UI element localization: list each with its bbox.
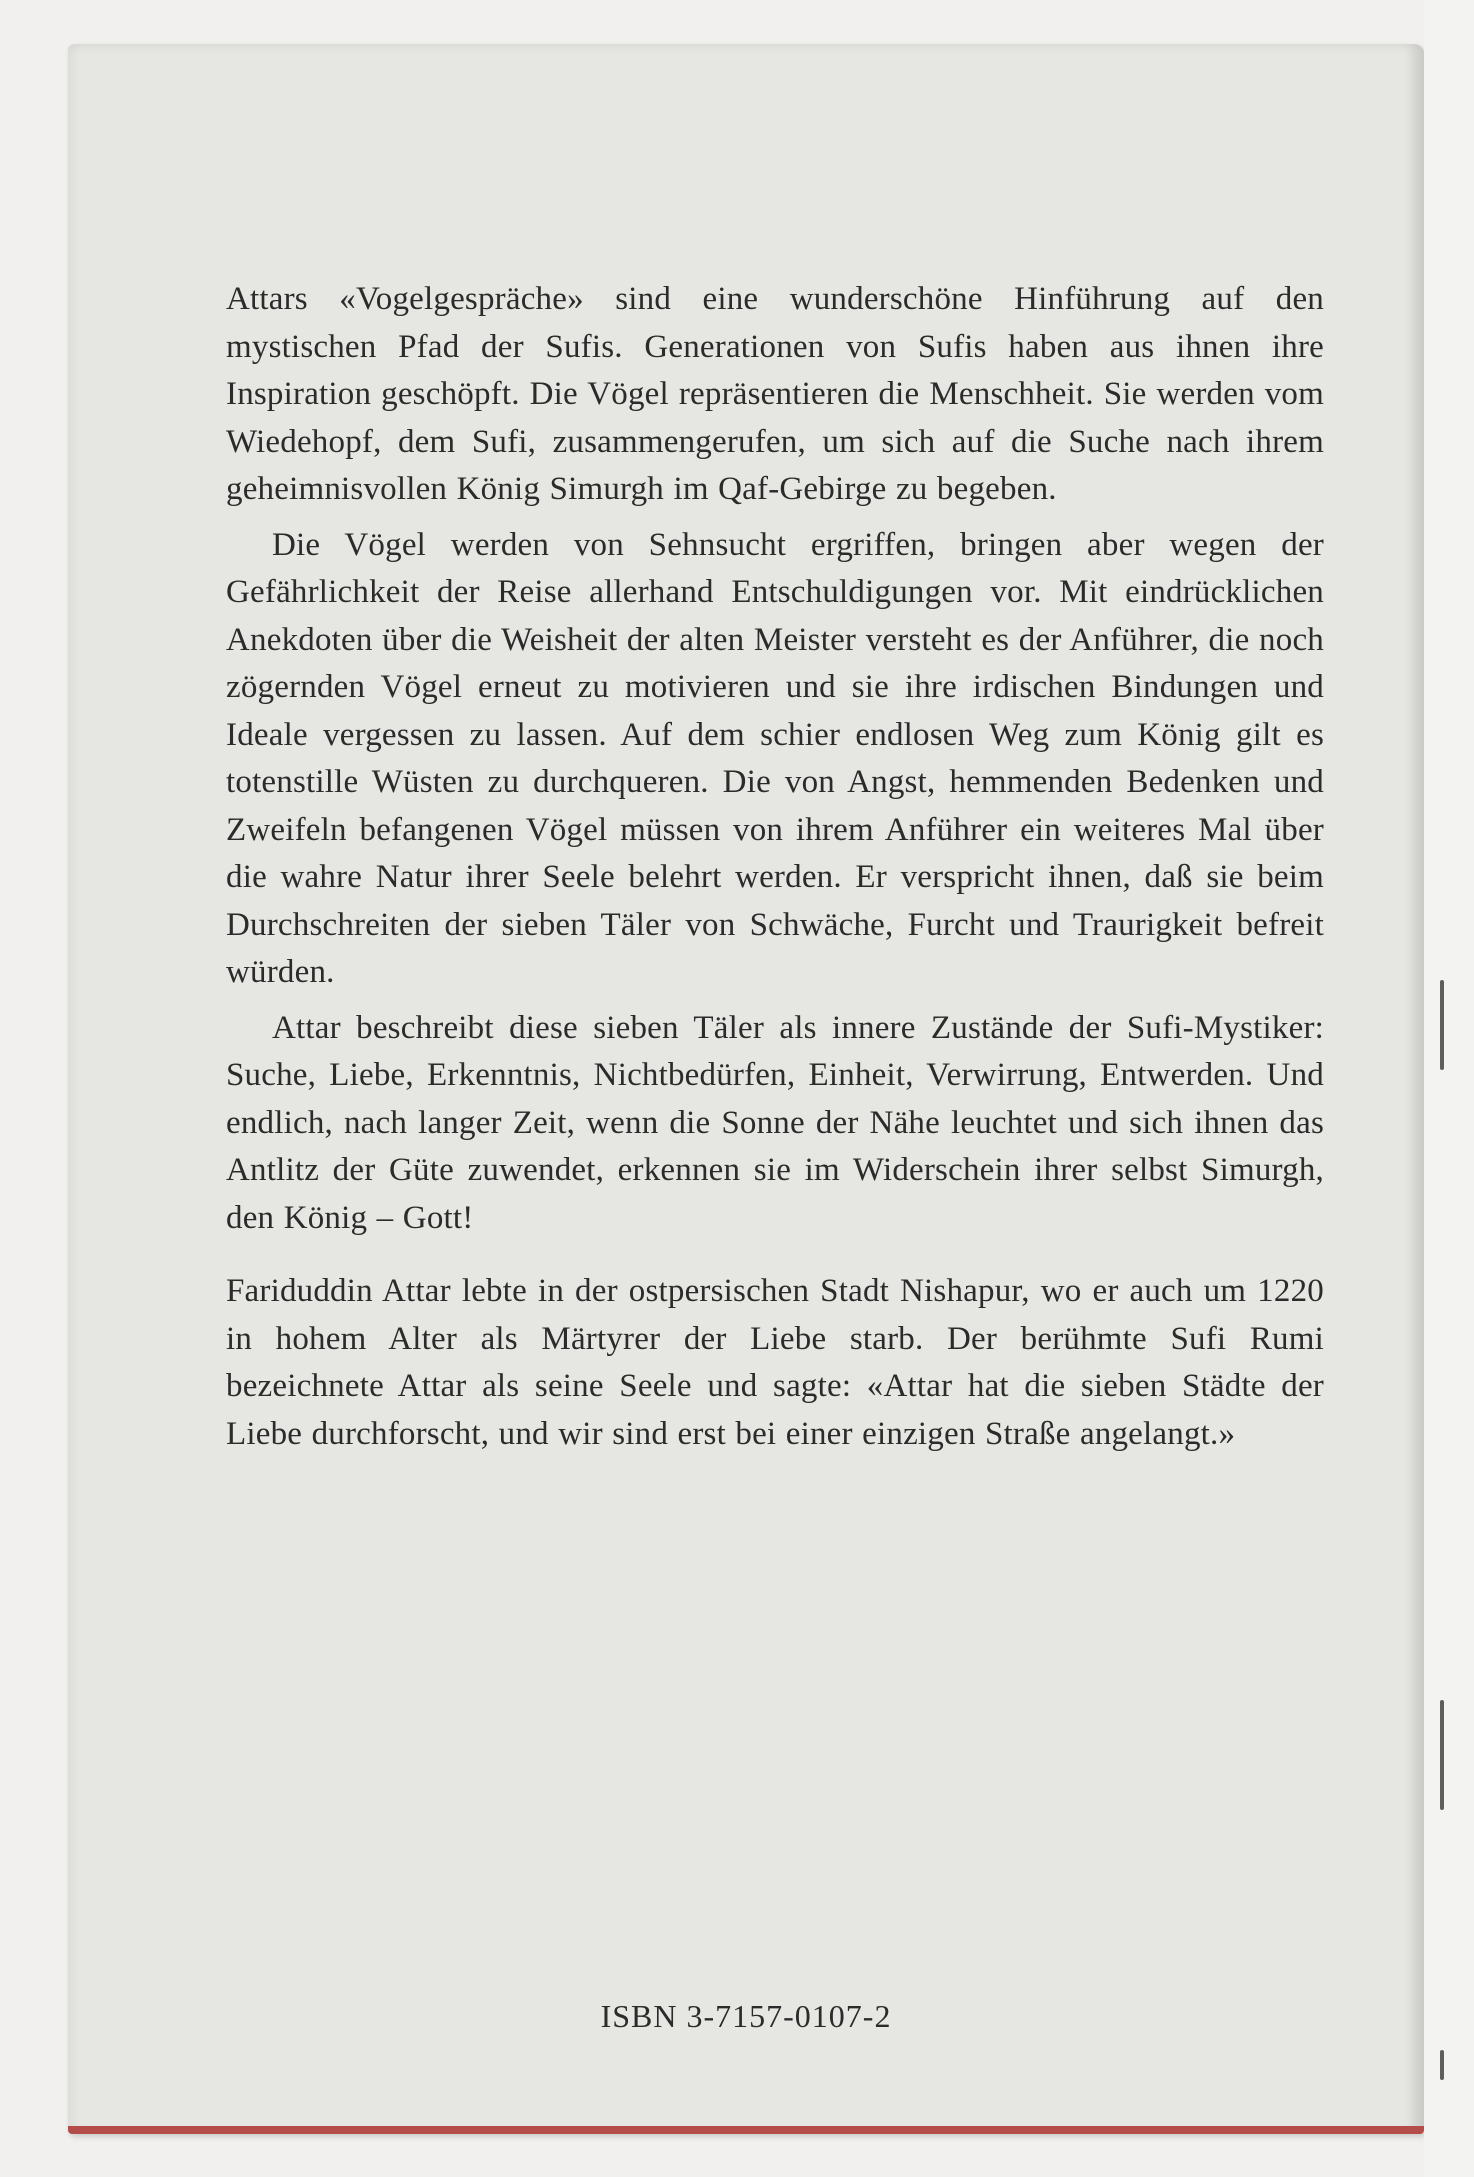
cover-bottom-edge xyxy=(68,2126,1424,2134)
blurb-text xyxy=(226,276,1324,1466)
cover-spine-shadow xyxy=(1406,44,1424,2134)
book-back-cover xyxy=(68,44,1424,2134)
blurb-paragraph-2: Die Vögel werden von Sehnsucht ergriffen, bringen aber wegen der Gefährlichkeit der Reise allerhand Entschuldigungen vor. Mit eindrücklichen Anekdoten über die Weisheit der alten Meister versteht es der Anführer, die noch zögernden Vögel erneut zu motivieren und sie ihre irdischen Bindungen und Ideale vergessen zu lassen. Auf dem schier endlosen Weg zum König gilt es totenstille Wüsten zu durchqueren. Die von Angst, hemmenden Bedenken und Zweifeln befangenen Vögel müssen von ihrem Anführer ein weiteres Mal über die wahre Natur ihrer Seele belehrt werden. Er verspricht ihnen, daß sie beim Durchschreiten der sieben Täler von Schwäche, Furcht und Traurigkeit befreit würden. xyxy=(226,526,1324,990)
blurb-paragraph-1: Attars «Vogelgespräche» sind eine wunderschöne Hinführung auf den mystischen Pfad der Sufis. Generationen von Sufis haben aus ihnen ihre Inspiration geschöpft. Die Vögel repräsentieren die Menschheit. Sie werden vom Wiedehopf, dem Sufi, zusammengerufen, um sich auf die Suche nach ihrem geheimnisvollen König Simurgh im Qaf-Gebirge zu begeben. xyxy=(226,281,1324,507)
blurb-paragraph-3: Attar beschreibt diese sieben Täler als innere Zustände der Sufi-Mystiker: Suche, Liebe, Erkenntnis, Nichtbedürfen, Einheit, Verwirrung, Entwerden. Und endlich, nach langer Zeit, wenn die Sonne der Nähe leuchtet und sich ihnen das Antlitz der Güte zuwendet, erkennen sie im Widerschein ihrer selbst Simurgh, den König – Gott! xyxy=(226,1009,1324,1236)
author-biography: Fariduddin Attar lebte in der ostpersischen Stadt Nishapur, wo er auch um 1220 in hohem Alter als Märtyrer der Liebe starb. Der berühmte Sufi Rumi bezeichnete Attar als seine Seele und sagte: «Attar hat die sieben Städte der Liebe durchforscht, und wir sind erst bei einer einzigen Straße angelangt.» xyxy=(226,1273,1324,1452)
isbn-number: ISBN 3-7157-0107-2 xyxy=(600,1998,892,2034)
edge-mark xyxy=(1440,2050,1444,2080)
edge-mark xyxy=(1440,1700,1444,1810)
background-right-edge xyxy=(1424,0,1474,2177)
edge-mark xyxy=(1440,980,1444,1070)
